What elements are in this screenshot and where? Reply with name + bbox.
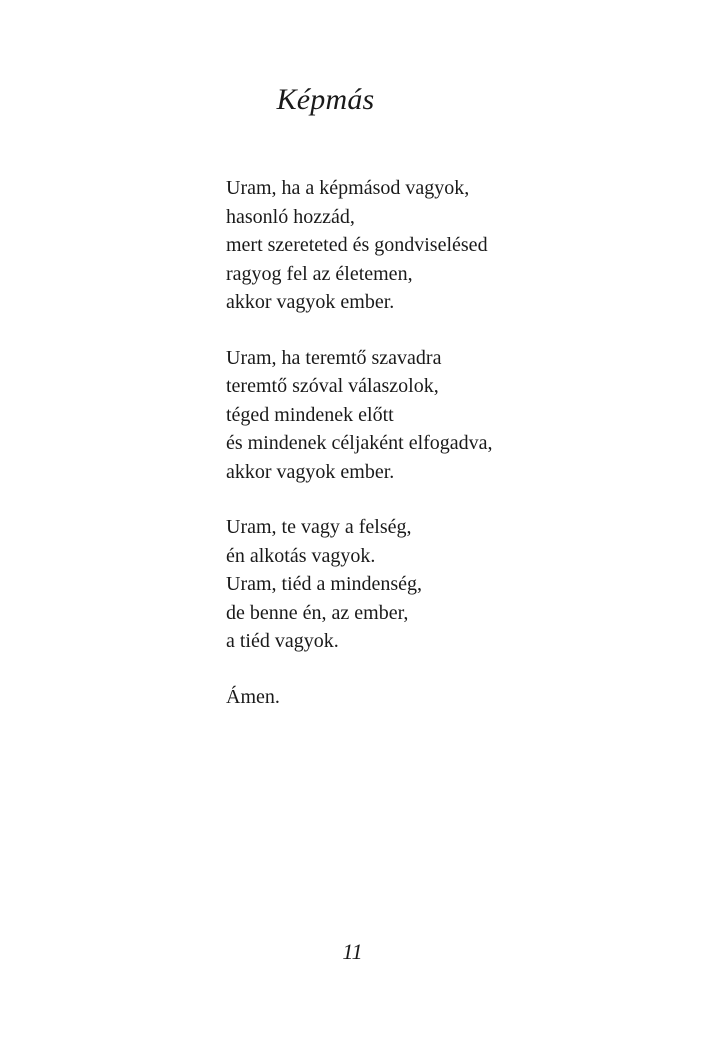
- stanza-3: [226, 513, 666, 656]
- poem-line: akkor vagyok ember.: [226, 460, 395, 483]
- stanza-2: [226, 344, 666, 487]
- poem-line: mert szereteted és gondviselésed: [226, 234, 488, 256]
- poem-line: és mindenek céljaként elfogadva,: [226, 432, 493, 454]
- poem-line: Uram, ha teremtő szavadra: [226, 346, 442, 369]
- poem-line: ragyog fel az életemen,: [226, 262, 413, 285]
- page-number-text: 11: [342, 939, 363, 964]
- poem-body: [226, 174, 666, 738]
- poem-line: teremtő szóval válaszolok,: [226, 375, 439, 397]
- poem-title-text: Képmás: [276, 83, 375, 116]
- page-number: [0, 937, 711, 967]
- poem-line: Uram, tiéd a mindenség,: [226, 573, 423, 595]
- closing-line: Ámen.: [226, 685, 280, 708]
- poem-line: én alkotás vagyok.: [226, 544, 376, 567]
- poem-line: a tiéd vagyok.: [226, 630, 339, 652]
- stanza-1: [226, 174, 666, 317]
- poem-line: Uram, te vagy a felség,: [226, 516, 412, 538]
- poem-line: de benne én, az ember,: [226, 601, 409, 624]
- poem-line: hasonló hozzád,: [226, 205, 355, 228]
- closing-stanza: [226, 683, 666, 712]
- poem-title: [0, 80, 711, 120]
- poem-line: Uram, ha a képmásod vagyok,: [226, 177, 470, 199]
- poem-line: téged mindenek előtt: [226, 403, 394, 426]
- poem-line: akkor vagyok ember.: [226, 291, 395, 313]
